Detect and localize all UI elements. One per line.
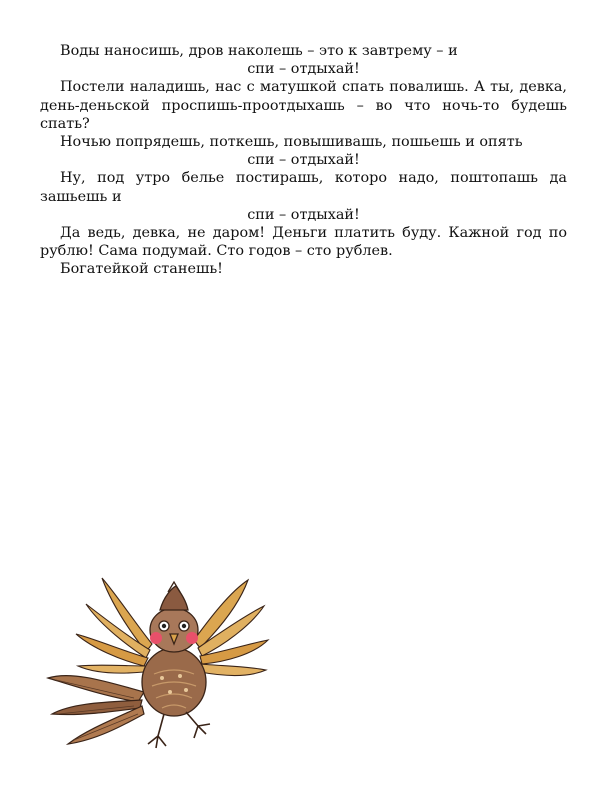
bird-tail — [48, 676, 144, 744]
paragraph-2: Постели наладишь, нас с матушкой спать повалишь. А ты, девка, день-деньской проспишь-проотдыхашь – во что ночь-то будешь спать? — [40, 79, 567, 132]
bird-body — [142, 648, 206, 716]
paragraph-3-tail: спи – отдыхай! — [247, 152, 360, 169]
paragraph-3: Ночью попрядешь, поткешь, повышивашь, пошьешь и опять — [60, 134, 523, 151]
story-text — [40, 42, 567, 279]
paragraph-5: Да ведь, девка, не даром! Деньги платить буду. Кажной год по рублю! Сама подумай. Сто годов – сто рублев. — [40, 225, 567, 260]
bird-right-wing — [194, 580, 268, 676]
bird-left-wing — [76, 578, 152, 673]
bird-illustration-icon — [34, 574, 274, 758]
paragraph-6: Богатейкой станешь! — [60, 261, 223, 278]
paragraph-1-tail: спи – отдыхай! — [247, 61, 360, 78]
bird-legs — [148, 712, 210, 748]
bird-head — [150, 582, 198, 652]
paragraph-4: Ну, под утро белье постирашь, которо надо, поштопашь да зашьешь и — [40, 170, 567, 205]
paragraph-4-tail: спи – отдыхай! — [247, 206, 360, 223]
paragraph-1: Воды наносишь, дров наколешь – это к завтрему – и — [60, 43, 458, 59]
